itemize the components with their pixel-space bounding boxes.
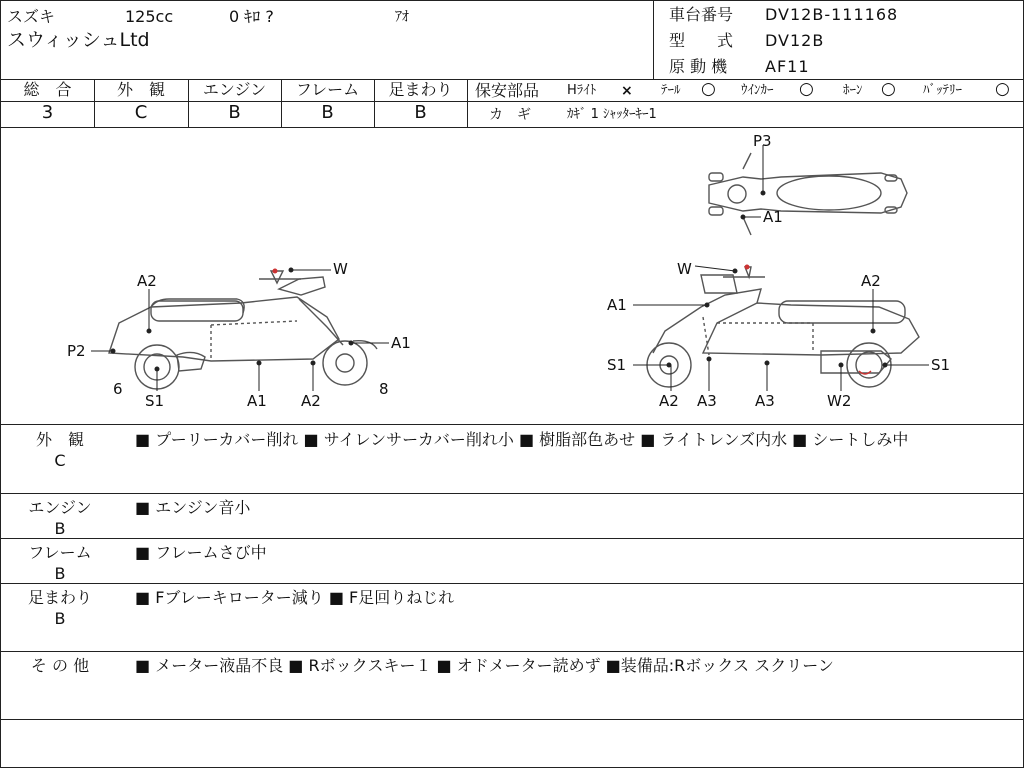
- headlight-label: Hﾗｲﾄ: [567, 83, 597, 98]
- section-frame-grade: B: [54, 564, 66, 583]
- type-value: DV12B: [765, 31, 825, 50]
- label-a2-right-bottom: A2: [659, 392, 679, 410]
- section-suspension-text: ■ Fブレーキローター減り ■ F足回りねじれ: [135, 588, 455, 607]
- safety-split: [467, 101, 1023, 102]
- color: ｱｵ: [395, 9, 409, 25]
- grade-overall-value: 3: [41, 102, 54, 123]
- label-a1-left-front: A1: [391, 334, 411, 352]
- label-a1-right: A1: [607, 296, 627, 314]
- model-name: スウィッシュLtd: [7, 29, 150, 51]
- label-a3-right-2: A3: [755, 392, 775, 410]
- vehicle-header: [1, 1, 1023, 80]
- section-engine-name: エンジン: [28, 498, 92, 517]
- winker-mark: ○: [799, 79, 814, 99]
- label-6: 6: [113, 380, 123, 398]
- damage-dot: [273, 269, 278, 274]
- label-a1-top: A1: [763, 208, 783, 226]
- type-label: 型 式: [669, 31, 734, 50]
- section-suspension-grade: B: [54, 609, 66, 628]
- section-frame-name: フレーム: [28, 543, 92, 562]
- scooter-top-view: [709, 153, 907, 235]
- label-p3: P3: [753, 132, 772, 150]
- frame-no-label: 車台番号: [669, 5, 734, 24]
- horn-mark: ○: [881, 79, 896, 99]
- grade-overall-label: 総 合: [23, 80, 72, 99]
- winker-label: ｳｲﾝｶｰ: [741, 83, 774, 98]
- label-s1-right-front: S1: [607, 356, 627, 374]
- section-exterior-grade: C: [54, 451, 66, 470]
- label-s1-left: S1: [145, 392, 165, 410]
- label-p2: P2: [67, 342, 86, 360]
- section-divider: [1, 538, 1023, 539]
- section-exterior-text: ■ プーリーカバー削れ ■ サイレンサーカバー削れ小 ■ 樹脂部色あせ ■ ライトレンズ内水 ■ シートしみ中: [135, 430, 909, 449]
- label-w2: W2: [827, 392, 852, 410]
- engine-label: 原 動 機: [669, 57, 728, 76]
- headlight-mark: ×: [621, 83, 633, 99]
- battery-label: ﾊﾞｯﾃﾘｰ: [923, 83, 962, 98]
- damage-dot: [745, 265, 750, 270]
- key-value: ｶｷﾞ 1 ｼｬｯﾀｰｷｰ1: [567, 107, 657, 122]
- grade-engine-value: B: [228, 102, 241, 123]
- tail-label: ﾃｰﾙ: [661, 83, 681, 98]
- key-label: カ ギ: [489, 107, 531, 123]
- grade-suspension-value: B: [414, 102, 427, 123]
- grade-row: [1, 79, 1023, 128]
- section-frame-text: ■ フレームさび中: [135, 543, 267, 562]
- section-engine-text: ■ エンジン音小: [135, 498, 251, 517]
- section-exterior-name: 外 観: [35, 430, 84, 449]
- damage-diagram: [1, 127, 1023, 425]
- grade-exterior-value: C: [134, 102, 148, 123]
- label-a3-right-1: A3: [697, 392, 717, 410]
- grade-exterior-label: 外 観: [116, 80, 165, 99]
- label-w-left: W: [333, 260, 348, 278]
- section-divider: [1, 583, 1023, 584]
- battery-mark: ○: [995, 79, 1010, 99]
- label-a2-left: A2: [137, 272, 157, 290]
- header-divider: [653, 1, 654, 79]
- section-divider: [1, 719, 1023, 720]
- section-divider: [1, 651, 1023, 652]
- label-s1-right-rear: S1: [931, 356, 951, 374]
- grade-frame-value: B: [321, 102, 334, 123]
- label-8: 8: [379, 380, 389, 398]
- displacement: 125cc: [125, 7, 174, 26]
- grade-frame-label: フレーム: [295, 80, 360, 99]
- mileage: 0 ｷﾛ ?: [229, 7, 274, 26]
- grade-suspension-label: 足まわり: [388, 80, 453, 99]
- label-a2-left-bottom: A2: [301, 392, 321, 410]
- tail-mark: ○: [701, 79, 716, 99]
- horn-label: ﾎｰﾝ: [843, 83, 863, 98]
- safety-label: 保安部品: [475, 81, 540, 100]
- section-engine-grade: B: [54, 519, 66, 538]
- maker: スズキ: [7, 7, 56, 26]
- grade-divider: [467, 79, 468, 127]
- label-a1-left-bottom: A1: [247, 392, 267, 410]
- section-divider: [1, 493, 1023, 494]
- section-other-name: そ の 他: [30, 656, 90, 675]
- section-suspension-name: 足まわり: [27, 588, 92, 607]
- label-w-right: W: [677, 260, 692, 278]
- section-other-text: ■ メーター液晶不良 ■ Rボックスキー１ ■ オドメーター読めず ■装備品:Rボックス スクリーン: [135, 656, 834, 675]
- engine-value: AF11: [765, 57, 810, 76]
- frame-no: DV12B-111168: [765, 5, 899, 24]
- label-a2-right: A2: [861, 272, 881, 290]
- grade-engine-label: エンジン: [202, 80, 267, 99]
